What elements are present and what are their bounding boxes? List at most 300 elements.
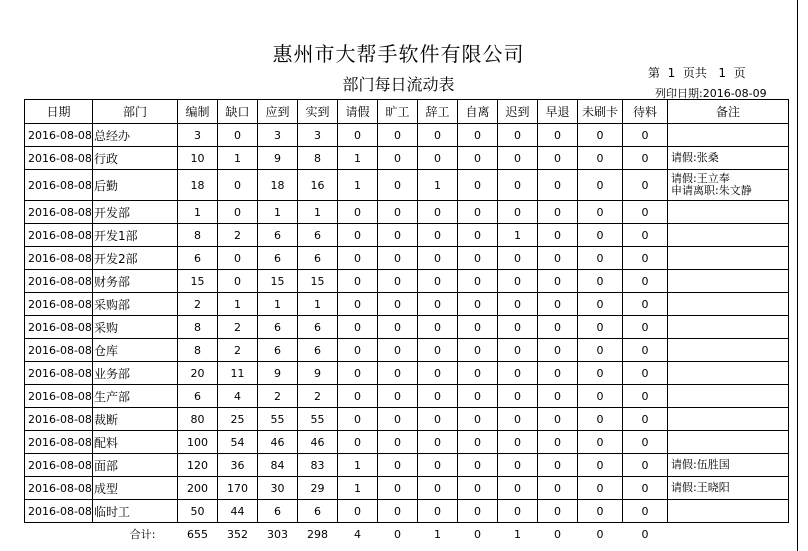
note-cell (668, 454, 789, 477)
value-cell: 0 (458, 477, 498, 500)
value-cell: 0 (418, 270, 458, 293)
value-cell: 0 (623, 408, 668, 431)
value-cell: 0 (538, 385, 578, 408)
value-cell: 0 (458, 500, 498, 523)
value-cell: 9 (298, 362, 338, 385)
column-header: 编制 (178, 100, 218, 124)
value-cell: 0 (623, 431, 668, 454)
column-header: 早退 (538, 100, 578, 124)
value-cell: 1 (338, 477, 378, 500)
value-cell: 0 (338, 124, 378, 147)
table-row (25, 147, 789, 170)
note-cell (668, 224, 789, 247)
value-cell: 0 (498, 408, 538, 431)
value-cell: 0 (578, 147, 623, 170)
value-cell: 0 (458, 247, 498, 270)
total-value-cell: 0 (554, 527, 561, 541)
value-cell: 0 (418, 293, 458, 316)
value-cell: 1 (498, 224, 538, 247)
note-cell (668, 316, 789, 339)
value-cell: 100 (178, 431, 218, 454)
value-cell: 0 (578, 170, 623, 201)
date-cell: 2016-08-08 (25, 454, 93, 477)
table-row (25, 316, 789, 339)
value-cell: 0 (338, 408, 378, 431)
value-cell: 80 (178, 408, 218, 431)
value-cell: 2 (218, 224, 258, 247)
note-cell (668, 247, 789, 270)
value-cell: 0 (378, 170, 418, 201)
value-cell: 18 (258, 170, 298, 201)
total-value-cell: 352 (227, 527, 248, 541)
value-cell: 0 (623, 124, 668, 147)
value-cell: 0 (338, 385, 378, 408)
value-cell: 0 (498, 500, 538, 523)
table-row (25, 431, 789, 454)
date-cell: 2016-08-08 (25, 362, 93, 385)
total-value-cell: 0 (641, 527, 649, 541)
value-cell: 46 (298, 431, 338, 454)
value-cell: 0 (458, 431, 498, 454)
department-cell: 面部 (93, 454, 178, 477)
value-cell: 1 (178, 201, 218, 224)
value-cell: 55 (258, 408, 298, 431)
value-cell: 9 (258, 362, 298, 385)
value-cell: 0 (338, 500, 378, 523)
column-header: 日期 (25, 100, 93, 124)
value-cell: 0 (538, 316, 578, 339)
value-cell: 10 (178, 147, 218, 170)
value-cell: 0 (623, 270, 668, 293)
note-cell (668, 293, 789, 316)
value-cell: 6 (258, 316, 298, 339)
note-line: 请假:伍胜国 (671, 458, 730, 471)
value-cell: 0 (623, 362, 668, 385)
date-cell: 2016-08-08 (25, 147, 93, 170)
total-value-cell: 1 (434, 527, 441, 541)
column-header: 旷工 (378, 100, 418, 124)
date-cell: 2016-08-08 (25, 500, 93, 523)
value-cell: 1 (298, 201, 338, 224)
value-cell: 0 (538, 431, 578, 454)
value-cell: 0 (578, 247, 623, 270)
note-cell (668, 339, 789, 362)
value-cell: 0 (578, 339, 623, 362)
value-cell: 170 (218, 477, 258, 500)
value-cell: 0 (623, 477, 668, 500)
value-cell: 0 (498, 247, 538, 270)
value-cell: 0 (418, 408, 458, 431)
value-cell: 0 (578, 408, 623, 431)
department-cell: 采购部 (93, 293, 178, 316)
department-cell: 成型 (93, 477, 178, 500)
value-cell: 6 (298, 316, 338, 339)
value-cell: 0 (498, 201, 538, 224)
value-cell: 16 (298, 170, 338, 201)
value-cell: 0 (538, 147, 578, 170)
column-header: 缺口 (218, 100, 258, 124)
value-cell: 1 (338, 147, 378, 170)
value-cell: 0 (378, 316, 418, 339)
value-cell: 3 (258, 124, 298, 147)
value-cell: 6 (298, 224, 338, 247)
column-header: 部门 (93, 100, 178, 124)
department-cell: 采购 (93, 316, 178, 339)
value-cell: 0 (338, 270, 378, 293)
note-cell (668, 500, 789, 523)
department-cell: 临时工 (93, 500, 178, 523)
column-header: 待料 (623, 100, 668, 124)
date-cell: 2016-08-08 (25, 431, 93, 454)
value-cell: 1 (258, 201, 298, 224)
column-header: 备注 (668, 100, 789, 124)
value-cell: 6 (258, 339, 298, 362)
note-cell (668, 270, 789, 293)
value-cell: 0 (378, 201, 418, 224)
value-cell: 9 (258, 147, 298, 170)
value-cell: 0 (623, 224, 668, 247)
value-cell: 46 (258, 431, 298, 454)
table-row (25, 385, 789, 408)
value-cell: 0 (578, 224, 623, 247)
value-cell: 0 (218, 247, 258, 270)
value-cell: 8 (178, 224, 218, 247)
value-cell: 0 (378, 270, 418, 293)
table-row (25, 170, 789, 201)
value-cell: 1 (298, 293, 338, 316)
value-cell: 83 (298, 454, 338, 477)
value-cell: 0 (418, 339, 458, 362)
value-cell: 0 (578, 270, 623, 293)
value-cell: 8 (298, 147, 338, 170)
value-cell: 0 (538, 170, 578, 201)
value-cell: 0 (458, 270, 498, 293)
value-cell: 0 (458, 293, 498, 316)
date-cell: 2016-08-08 (25, 477, 93, 500)
value-cell: 0 (578, 362, 623, 385)
department-cell: 生产部 (93, 385, 178, 408)
value-cell: 20 (178, 362, 218, 385)
value-cell: 0 (418, 385, 458, 408)
value-cell: 0 (458, 170, 498, 201)
value-cell: 0 (458, 224, 498, 247)
value-cell: 0 (623, 316, 668, 339)
column-header: 请假 (338, 100, 378, 124)
value-cell: 120 (178, 454, 218, 477)
value-cell: 0 (498, 124, 538, 147)
value-cell: 0 (498, 431, 538, 454)
value-cell: 200 (178, 477, 218, 500)
value-cell: 0 (578, 201, 623, 224)
note-cell (668, 477, 789, 500)
column-header: 实到 (298, 100, 338, 124)
value-cell: 6 (298, 500, 338, 523)
report-title: 部门每日流动表 (342, 75, 455, 94)
value-cell: 0 (578, 500, 623, 523)
value-cell: 0 (578, 124, 623, 147)
column-header: 未刷卡 (578, 100, 623, 124)
table-header-row (25, 100, 789, 124)
total-value-cell: 0 (474, 527, 481, 541)
value-cell: 0 (623, 454, 668, 477)
total-value-cell: 0 (596, 527, 604, 541)
value-cell: 54 (218, 431, 258, 454)
value-cell: 0 (418, 454, 458, 477)
value-cell: 0 (578, 477, 623, 500)
value-cell: 0 (378, 247, 418, 270)
table-row (25, 124, 789, 147)
value-cell: 6 (258, 247, 298, 270)
value-cell: 0 (578, 385, 623, 408)
total-value-cell: 303 (267, 527, 288, 541)
value-cell: 44 (218, 500, 258, 523)
department-cell: 行政 (93, 147, 178, 170)
table-body (25, 124, 789, 546)
value-cell: 0 (623, 147, 668, 170)
date-cell: 2016-08-08 (25, 224, 93, 247)
table-row (25, 270, 789, 293)
note-cell (668, 385, 789, 408)
value-cell: 0 (418, 477, 458, 500)
note-cell (668, 170, 789, 201)
value-cell: 0 (378, 224, 418, 247)
value-cell: 0 (418, 500, 458, 523)
value-cell: 0 (578, 454, 623, 477)
total-value-cell: 4 (354, 527, 361, 541)
table-row (25, 408, 789, 431)
value-cell: 50 (178, 500, 218, 523)
date-cell: 2016-08-08 (25, 385, 93, 408)
value-cell: 0 (378, 147, 418, 170)
value-cell: 0 (338, 224, 378, 247)
value-cell: 0 (418, 201, 458, 224)
value-cell: 0 (623, 170, 668, 201)
value-cell: 0 (458, 147, 498, 170)
value-cell: 0 (538, 247, 578, 270)
value-cell: 36 (218, 454, 258, 477)
date-cell: 2016-08-08 (25, 316, 93, 339)
date-cell: 2016-08-08 (25, 270, 93, 293)
value-cell: 0 (418, 224, 458, 247)
note-line: 请假:张桑 (671, 151, 719, 164)
total-value-cell: 298 (307, 527, 328, 541)
value-cell: 1 (418, 170, 458, 201)
value-cell: 0 (538, 500, 578, 523)
value-cell: 0 (338, 362, 378, 385)
note-cell (668, 124, 789, 147)
department-cell: 仓库 (93, 339, 178, 362)
value-cell: 15 (298, 270, 338, 293)
value-cell: 0 (418, 316, 458, 339)
value-cell: 0 (458, 124, 498, 147)
value-cell: 0 (578, 431, 623, 454)
department-cell: 业务部 (93, 362, 178, 385)
note-line: 请假:王立奉 (671, 172, 730, 185)
value-cell: 0 (378, 477, 418, 500)
value-cell: 55 (298, 408, 338, 431)
department-cell: 开发2部 (93, 247, 178, 270)
value-cell: 1 (258, 293, 298, 316)
total-value-cell: 655 (187, 527, 208, 541)
totals-label: 合计: (129, 528, 156, 541)
value-cell: 0 (338, 339, 378, 362)
value-cell: 0 (378, 431, 418, 454)
value-cell: 0 (623, 385, 668, 408)
value-cell: 0 (498, 477, 538, 500)
date-cell: 2016-08-08 (25, 247, 93, 270)
value-cell: 18 (178, 170, 218, 201)
table-row (25, 339, 789, 362)
value-cell: 0 (418, 124, 458, 147)
table-row (25, 247, 789, 270)
value-cell: 29 (298, 477, 338, 500)
date-cell: 2016-08-08 (25, 293, 93, 316)
print-date: 列印日期:2016-08-09 (655, 87, 767, 100)
value-cell: 0 (498, 147, 538, 170)
value-cell: 0 (578, 316, 623, 339)
note-line: 申请离职:朱文静 (671, 184, 752, 197)
value-cell: 6 (298, 247, 338, 270)
value-cell: 0 (538, 270, 578, 293)
value-cell: 0 (378, 408, 418, 431)
note-cell (668, 431, 789, 454)
department-cell: 开发部 (93, 201, 178, 224)
value-cell: 1 (338, 170, 378, 201)
value-cell: 2 (178, 293, 218, 316)
value-cell: 15 (178, 270, 218, 293)
value-cell: 1 (218, 147, 258, 170)
value-cell: 0 (498, 385, 538, 408)
value-cell: 15 (258, 270, 298, 293)
date-cell: 2016-08-08 (25, 339, 93, 362)
table-row (25, 500, 789, 523)
value-cell: 0 (218, 270, 258, 293)
value-cell: 0 (498, 170, 538, 201)
value-cell: 0 (458, 201, 498, 224)
value-cell: 0 (578, 293, 623, 316)
flow-table (24, 99, 789, 545)
value-cell: 0 (623, 293, 668, 316)
value-cell: 0 (378, 500, 418, 523)
value-cell: 6 (298, 339, 338, 362)
value-cell: 6 (258, 500, 298, 523)
value-cell: 0 (538, 339, 578, 362)
department-cell: 财务部 (93, 270, 178, 293)
value-cell: 2 (298, 385, 338, 408)
date-cell: 2016-08-08 (25, 170, 93, 201)
value-cell: 4 (218, 385, 258, 408)
value-cell: 0 (498, 362, 538, 385)
value-cell: 8 (178, 339, 218, 362)
value-cell: 0 (218, 124, 258, 147)
value-cell: 0 (338, 247, 378, 270)
department-cell: 配料 (93, 431, 178, 454)
value-cell: 6 (178, 385, 218, 408)
value-cell: 0 (218, 170, 258, 201)
value-cell: 0 (338, 293, 378, 316)
value-cell: 0 (378, 124, 418, 147)
value-cell: 0 (418, 362, 458, 385)
value-cell: 0 (538, 408, 578, 431)
value-cell: 0 (458, 408, 498, 431)
table-row (25, 293, 789, 316)
table-row (25, 477, 789, 500)
table-row (25, 362, 789, 385)
value-cell: 0 (378, 454, 418, 477)
value-cell: 0 (498, 270, 538, 293)
value-cell: 3 (178, 124, 218, 147)
value-cell: 1 (218, 293, 258, 316)
value-cell: 8 (178, 316, 218, 339)
value-cell: 0 (538, 477, 578, 500)
value-cell: 0 (338, 201, 378, 224)
department-cell: 裁断 (93, 408, 178, 431)
value-cell: 6 (178, 247, 218, 270)
column-header: 迟到 (498, 100, 538, 124)
note-cell (668, 147, 789, 170)
value-cell: 84 (258, 454, 298, 477)
value-cell: 0 (418, 147, 458, 170)
column-header: 应到 (258, 100, 298, 124)
value-cell: 0 (623, 339, 668, 362)
value-cell: 2 (218, 316, 258, 339)
note-cell (668, 408, 789, 431)
value-cell: 0 (538, 224, 578, 247)
value-cell: 0 (538, 454, 578, 477)
value-cell: 0 (623, 201, 668, 224)
value-cell: 2 (218, 339, 258, 362)
value-cell: 0 (538, 362, 578, 385)
value-cell: 0 (378, 385, 418, 408)
value-cell: 0 (538, 201, 578, 224)
value-cell: 0 (458, 362, 498, 385)
value-cell: 0 (458, 385, 498, 408)
date-cell: 2016-08-08 (25, 201, 93, 224)
value-cell: 2 (258, 385, 298, 408)
note-cell (668, 201, 789, 224)
value-cell: 0 (498, 454, 538, 477)
note-line: 请假:王晓阳 (671, 481, 730, 494)
value-cell: 0 (623, 247, 668, 270)
value-cell: 0 (378, 293, 418, 316)
value-cell: 0 (418, 247, 458, 270)
value-cell: 3 (298, 124, 338, 147)
department-cell: 开发1部 (93, 224, 178, 247)
value-cell: 0 (538, 293, 578, 316)
value-cell: 1 (338, 454, 378, 477)
value-cell: 0 (378, 362, 418, 385)
value-cell: 0 (338, 431, 378, 454)
value-cell: 0 (218, 201, 258, 224)
note-cell (668, 362, 789, 385)
value-cell: 6 (258, 224, 298, 247)
total-value-cell: 0 (394, 527, 401, 541)
value-cell: 0 (538, 124, 578, 147)
value-cell: 0 (498, 316, 538, 339)
value-cell: 0 (498, 339, 538, 362)
value-cell: 0 (378, 339, 418, 362)
department-cell: 总经办 (93, 124, 178, 147)
page-edge (797, 0, 808, 551)
value-cell: 11 (218, 362, 258, 385)
value-cell: 0 (458, 339, 498, 362)
page-info: 第 1 页共 1 页 (648, 66, 746, 80)
table-row (25, 224, 789, 247)
column-header: 辞工 (418, 100, 458, 124)
value-cell: 0 (458, 316, 498, 339)
value-cell: 30 (258, 477, 298, 500)
table-row (25, 454, 789, 477)
